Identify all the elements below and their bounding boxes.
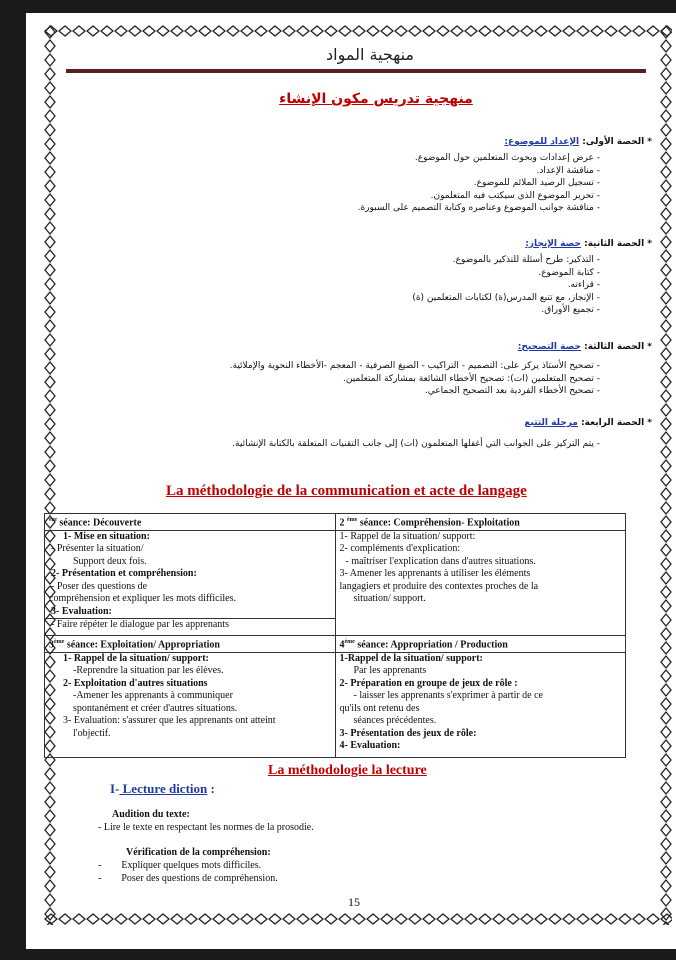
table-cell-s4-head: 4ème séance: Appropriation / Production (335, 635, 626, 652)
table-cell-s1-body: 1- Mise en situation: - Présenter la situation/ Support deux fois. 2- Présentation et compréhension: - Poser des questions de compréhension et expliquer les mots difficiles. 3- Evaluation: - Faire répéter le dialogue par les apprenants (45, 530, 336, 635)
document-page (26, 13, 676, 949)
list-item: - مناقشة جوانب الموضوع وعناصره وكتابة التصميم على السبورة. (357, 203, 600, 213)
section-link: حصة الإنجاز: (525, 239, 581, 249)
decorative-border-left (44, 25, 56, 925)
list-item: - يتم التركيز على الجوانب التي أغفلها المتعلمون (ات) إلى جانب التقنيات المتعلقة بالكتابة الإنشائية. (232, 439, 600, 449)
section-link: الإعداد للموضوع: (504, 137, 580, 147)
decorative-border-right (660, 25, 672, 925)
list-item: - كتابة الموضوع. (538, 267, 600, 278)
methodology-table (44, 513, 626, 758)
section-label: الحصة الثانية: (584, 239, 645, 249)
audition-heading: Audition du texte: (112, 809, 190, 820)
list-item: - تسجيل الرصيد الملائم للموضوع. (473, 178, 600, 188)
list-item: - تحرير الموضوع الذي سيكتب فيه المتعلمون. (430, 190, 600, 201)
communication-title: La méthodologie de la communication et acte de langage (166, 483, 527, 499)
verification-heading: Vérification de la compréhension: (126, 847, 271, 858)
table-cell-s1-head: $^{ère}$ séance: Découverte (45, 514, 336, 531)
table-cell-s2-body: 1- Rappel de la situation/ support: 2- compléments d'explication: - maîtriser l'explication dans d'autres situations. 3- Amener les apprenants à utiliser les éléments langagiers et produire des contextes proches de la situation/ support. (335, 530, 626, 635)
header-rule (66, 69, 646, 73)
page-number: 15 (348, 895, 360, 909)
arabic-section-2 (412, 239, 652, 317)
table-cell-s3-head: 3ème séance: Exploitation/ Appropriation (45, 635, 336, 652)
list-item: - Expliquer quelques mots difficiles. (98, 860, 262, 871)
section-heading: * الحصة الثانية: حصة الإنجاز: (525, 239, 652, 249)
table-cell-s2-head: 2 $^{ème}$ séance: Compréhension- Exploitation (335, 514, 626, 531)
list-item: - تصحيح الأخطاء الفردية بعد التصحيح الجماعي. (424, 386, 600, 396)
section-label: الحصة الأولى: (582, 137, 645, 147)
decorative-border-bottom (44, 913, 672, 925)
arabic-title: منهجية تدريس مكون الإنشاء (279, 91, 473, 107)
section-heading: * الحصة الأولى: الإعداد للموضوع: (504, 137, 652, 147)
list-item: - Poser des questions de compréhension. (98, 873, 278, 884)
decorative-border-top (44, 25, 672, 37)
table-cell-s3-body: 1- Rappel de la situation/ support: -Reprendre la situation par les élèves. 2- Exploitation d'autres situations -Amener les apprenants à communiquer spontanément et créer d'autres situations. 3- Evaluation: s'assurer que les apprenants ont atteint l'objectif. (45, 652, 336, 757)
section-heading: * الحصة الرابعة: مرحلة التتبع (524, 418, 652, 428)
section-link: مرحلة التتبع (524, 418, 578, 428)
page-header-title: منهجية المواد (326, 45, 414, 64)
table-cell-s4-body: 1-Rappel de la situation/ support: Par les apprenants 2- Préparation en groupe de jeux de rôle : - laisser les apprenants s'exprimer à partir de ce qu'ils ont retenu des séances précédentes. 3- Présentation des jeux de rôle: 4- Evaluation: (335, 652, 626, 757)
list-item: - عرض إعدادات وبحوث المتعلمين حول الموضوع. (414, 153, 600, 163)
list-item: - تصحيح الأستاذ يركز على: التصميم - التراكيب - الصيغ الصرفية - المعجم -الأخطاء النحوية والإملائية. (229, 361, 600, 371)
arabic-section-4 (232, 418, 652, 451)
list-item: - الإنجاز، مع تتبع المدرس(ة) لكتابات المتعلمين (ة) (412, 292, 600, 303)
list-item: - مناقشة الإعداد. (536, 165, 600, 176)
arabic-section-3 (230, 342, 652, 398)
section-link: حصة التصحيح: (517, 342, 581, 352)
list-item: - تصحيح المتعلمين (ات): تصحيح الأخطاء الشائعة بمشاركة المتعلمين. (343, 373, 600, 384)
list-item: - تجميع الأوراق. (541, 305, 600, 315)
list-item: - قراءته. (567, 280, 600, 290)
section-label: الحصة الثالثة: (584, 342, 645, 352)
section-heading: * الحصة الثالثة: حصة التصحيح: (517, 342, 652, 352)
section-label: الحصة الرابعة: (581, 418, 645, 428)
lecture-title: La méthodologie la lecture (268, 763, 427, 778)
arabic-section-1 (358, 137, 652, 215)
list-item: - التذكير: طرح أسئلة للتذكير بالموضوع. (452, 255, 600, 265)
lecture-section-heading: I- Lecture diction : (110, 781, 215, 796)
list-item: - Lire le texte en respectant les normes de la prosodie. (98, 822, 314, 833)
